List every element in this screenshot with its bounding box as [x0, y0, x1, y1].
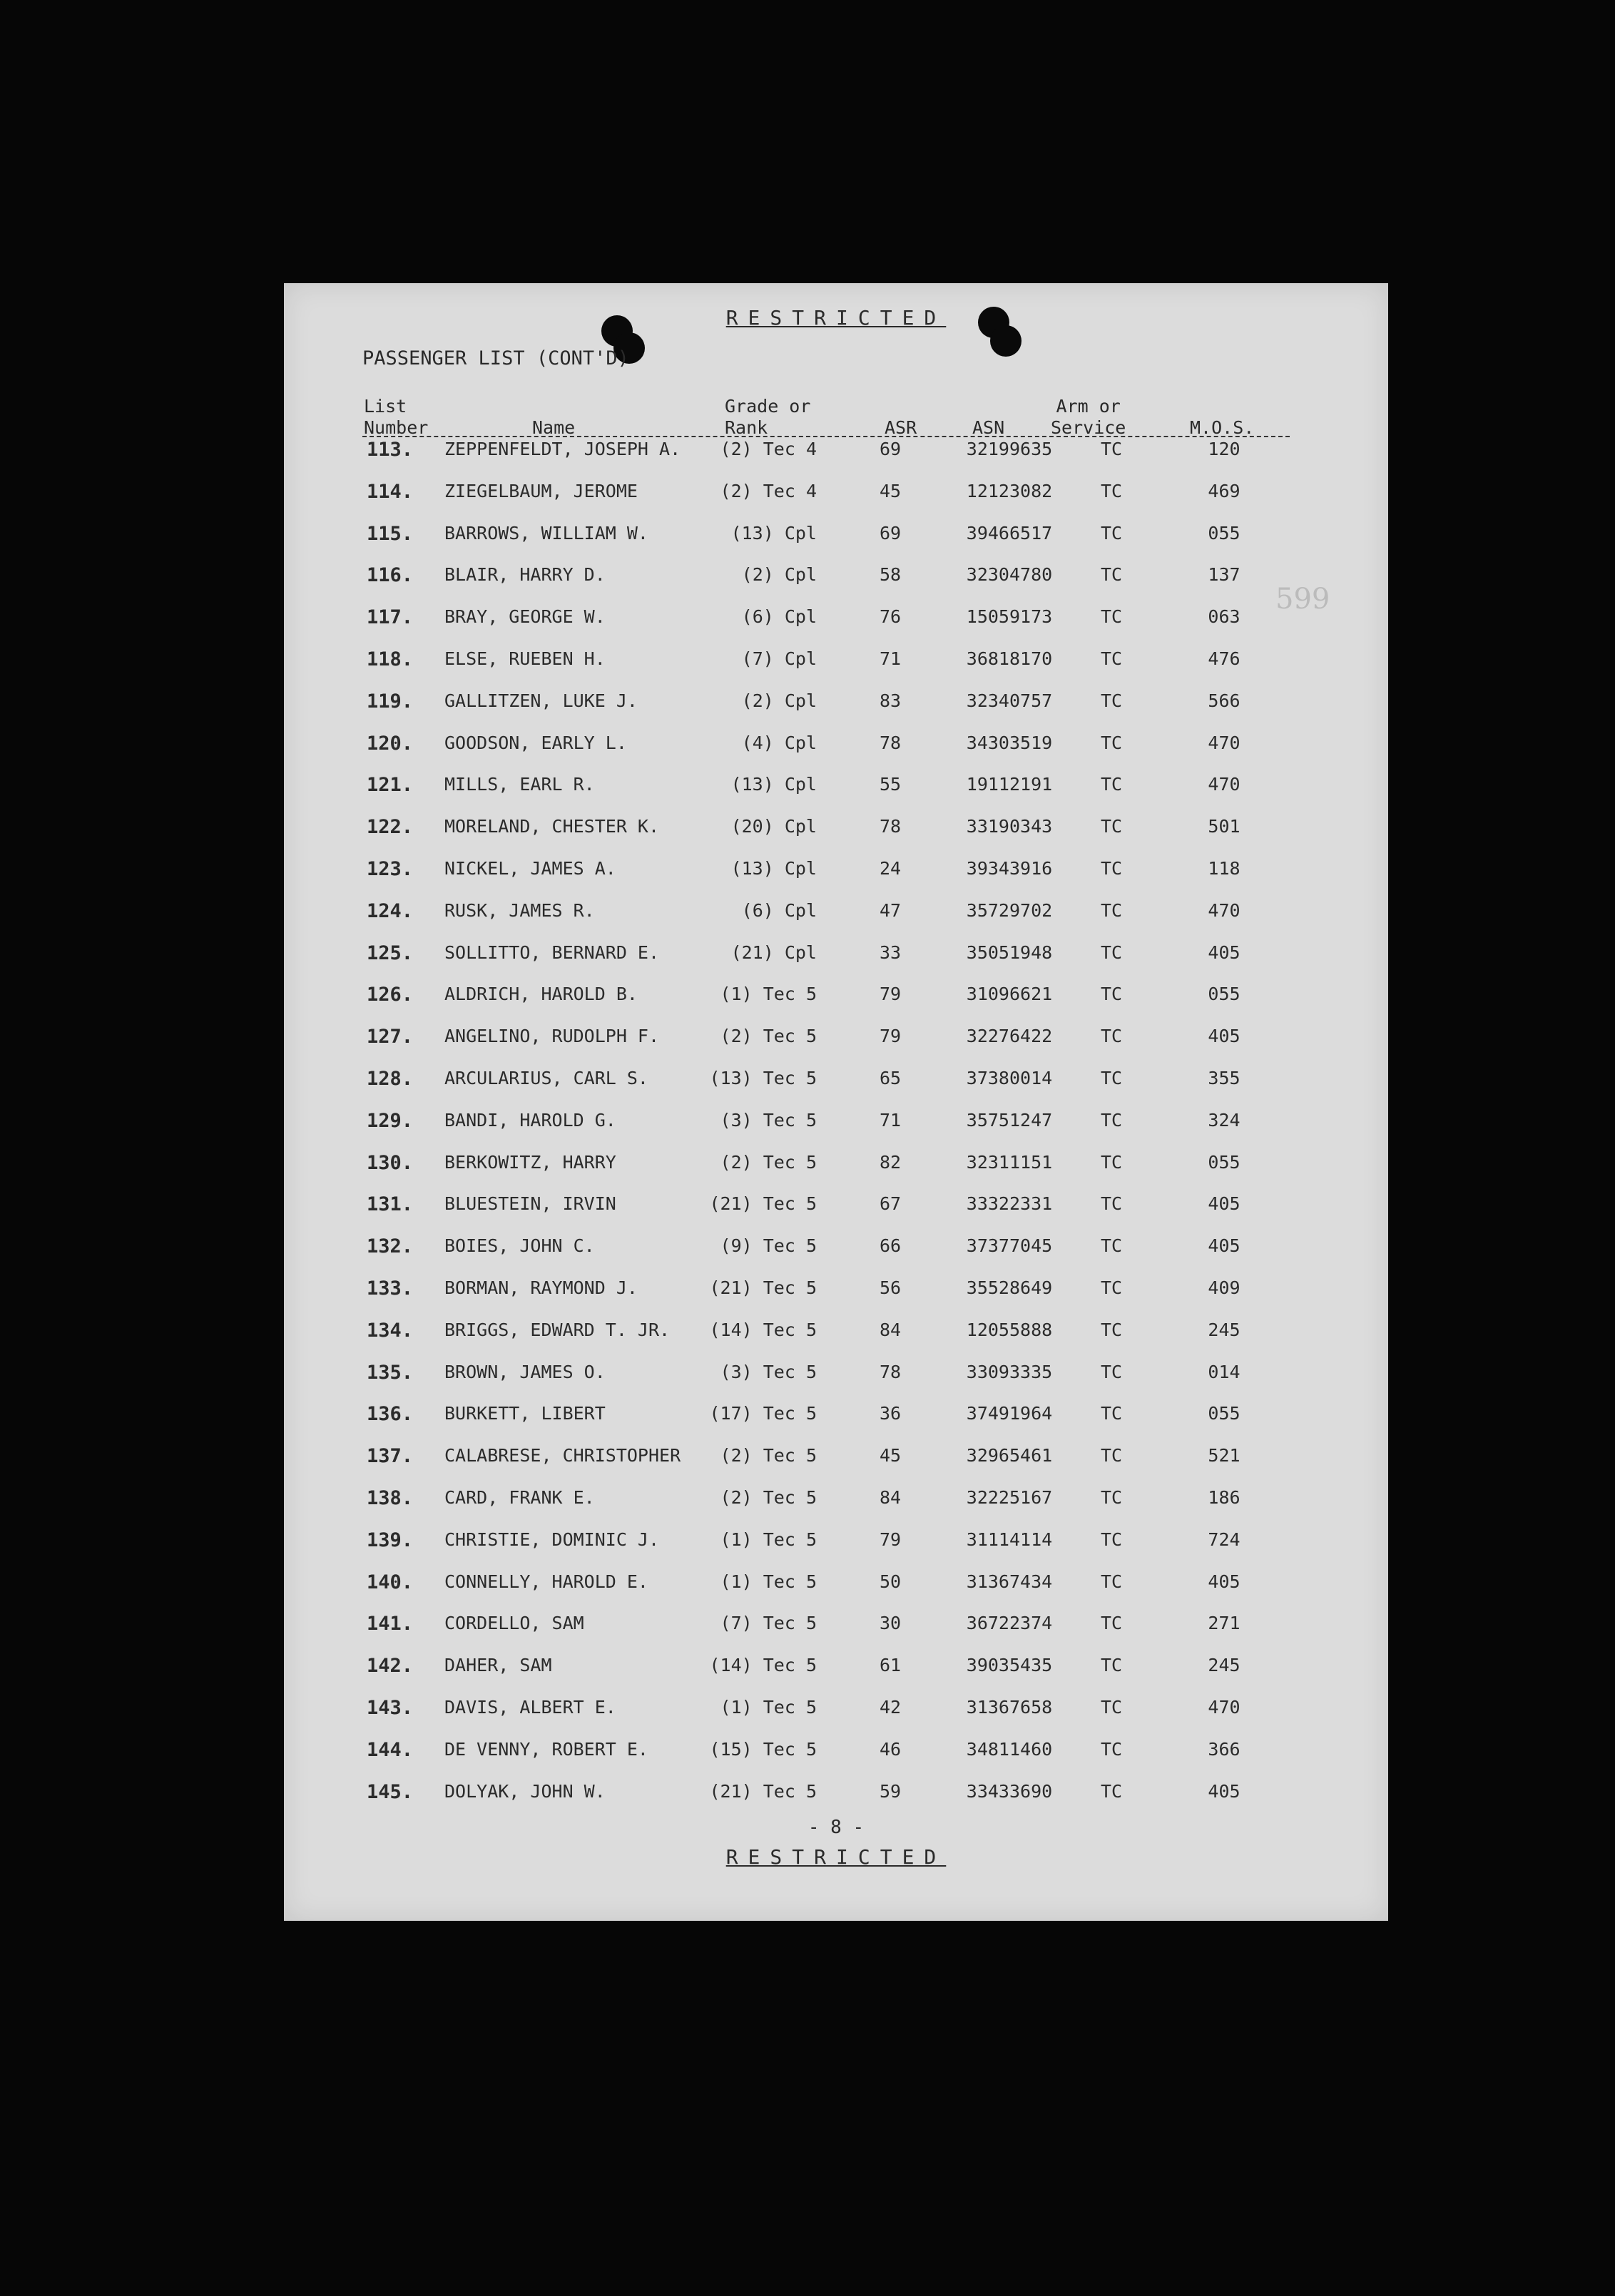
mos-cell: 470 [1208, 732, 1240, 753]
name-cell: BLAIR, HARRY D. [444, 564, 606, 586]
table-row [284, 564, 1388, 606]
grade-cell: (21) Tec 5 [709, 1277, 817, 1298]
grade-cell: (2) Tec 4 [720, 439, 817, 459]
arm-cell: TC [1100, 732, 1123, 753]
list-number-cell: 125. [367, 942, 414, 964]
table-row [284, 1110, 1388, 1151]
asn-cell: 35528649 [966, 1277, 1053, 1298]
asn-cell: 35051948 [966, 942, 1053, 963]
asr-cell: 65 [879, 1068, 902, 1088]
asn-cell: 34811460 [966, 1738, 1053, 1760]
asn-cell: 32225167 [966, 1487, 1053, 1508]
mos-cell: 724 [1208, 1529, 1240, 1550]
grade-cell: (13) Tec 5 [709, 1068, 817, 1088]
arm-cell: TC [1100, 439, 1123, 459]
table-row [284, 1235, 1388, 1277]
name-cell: BURKETT, LIBERT [444, 1403, 606, 1424]
grade-cell: (7) Cpl [741, 648, 817, 669]
asr-cell: 79 [879, 1529, 902, 1550]
asn-cell: 35751247 [966, 1109, 1053, 1131]
list-number-cell: 116. [367, 564, 414, 587]
arm-cell: TC [1100, 1068, 1123, 1088]
list-number-cell: 126. [367, 984, 414, 1006]
asn-cell: 36818170 [966, 648, 1053, 669]
grade-cell: (4) Cpl [741, 732, 817, 753]
mos-cell: 405 [1208, 1571, 1240, 1592]
asr-cell: 67 [879, 1193, 902, 1215]
asr-cell: 30 [879, 1613, 902, 1634]
arm-cell: TC [1100, 1655, 1123, 1676]
table-row [284, 774, 1388, 815]
table-row [284, 858, 1388, 899]
name-cell: CONNELLY, HAROLD E. [444, 1571, 648, 1592]
column-header-name: Name [532, 417, 576, 438]
table-row [284, 1277, 1388, 1319]
arm-cell: TC [1100, 1697, 1123, 1718]
arm-cell: TC [1100, 1277, 1123, 1298]
name-cell: BROWN, JAMES O. [444, 1361, 606, 1382]
arm-cell: TC [1100, 480, 1123, 501]
asn-cell: 19112191 [966, 774, 1053, 795]
list-number-cell: 118. [367, 648, 414, 670]
grade-cell: (1) Tec 5 [720, 1571, 817, 1592]
grade-cell: (21) Tec 5 [709, 1193, 817, 1215]
list-number-cell: 133. [367, 1277, 414, 1300]
list-number-cell: 140. [367, 1571, 414, 1593]
list-number-cell: 114. [367, 480, 414, 503]
mos-cell: 470 [1208, 899, 1240, 921]
arm-cell: TC [1100, 522, 1123, 544]
asn-cell: 33322331 [966, 1193, 1053, 1215]
asn-cell: 37380014 [966, 1068, 1053, 1088]
grade-cell: (14) Tec 5 [709, 1319, 817, 1340]
list-number-cell: 123. [367, 858, 414, 880]
mos-cell: 324 [1208, 1109, 1240, 1131]
mos-cell: 469 [1208, 480, 1240, 501]
arm-cell: TC [1100, 690, 1123, 711]
asr-cell: 69 [879, 522, 902, 544]
table-row [284, 481, 1388, 522]
asr-cell: 47 [879, 899, 902, 921]
table-row [284, 1026, 1388, 1067]
name-cell: BRAY, GEORGE W. [444, 606, 606, 628]
arm-cell: TC [1100, 1319, 1123, 1340]
list-number-cell: 120. [367, 732, 414, 755]
name-cell: ZIEGELBAUM, JEROME [444, 480, 638, 501]
name-cell: BLUESTEIN, IRVIN [444, 1193, 616, 1215]
list-number-cell: 130. [367, 1151, 414, 1174]
arm-cell: TC [1100, 1235, 1123, 1257]
top-restricted-marking: RESTRICTED [725, 306, 947, 330]
asr-cell: 56 [879, 1277, 902, 1298]
asr-cell: 33 [879, 942, 902, 963]
asr-cell: 50 [879, 1571, 902, 1592]
table-row [284, 1152, 1388, 1193]
arm-cell: TC [1100, 942, 1123, 963]
name-cell: CARD, FRANK E. [444, 1487, 595, 1508]
list-number-cell: 127. [367, 1026, 414, 1048]
asn-cell: 35729702 [966, 899, 1053, 921]
grade-cell: (13) Cpl [730, 774, 817, 795]
table-row [284, 1697, 1388, 1738]
asr-cell: 83 [879, 690, 902, 711]
asr-cell: 78 [879, 1361, 902, 1382]
asn-cell: 34303519 [966, 732, 1053, 753]
table-row [284, 1571, 1388, 1613]
arm-cell: TC [1100, 1109, 1123, 1131]
asn-cell: 33093335 [966, 1361, 1053, 1382]
list-number-cell: 134. [367, 1319, 414, 1342]
asr-cell: 58 [879, 564, 902, 586]
mos-cell: 470 [1208, 1697, 1240, 1718]
mos-cell: 405 [1208, 1193, 1240, 1215]
list-number-cell: 115. [367, 522, 414, 545]
arm-cell: TC [1100, 564, 1123, 586]
name-cell: CHRISTIE, DOMINIC J. [444, 1529, 660, 1550]
asn-cell: 39035435 [966, 1655, 1053, 1676]
mos-cell: 409 [1208, 1277, 1240, 1298]
table-row [284, 900, 1388, 942]
name-cell: BARROWS, WILLIAM W. [444, 522, 648, 544]
grade-cell: (1) Tec 5 [720, 1697, 817, 1718]
grade-cell: (2) Tec 5 [720, 1487, 817, 1508]
asn-cell: 33190343 [966, 816, 1053, 837]
arm-cell: TC [1100, 1487, 1123, 1508]
asn-cell: 15059173 [966, 606, 1053, 628]
list-number-cell: 129. [367, 1109, 414, 1132]
mos-cell: 355 [1208, 1068, 1240, 1088]
list-number-cell: 143. [367, 1697, 414, 1719]
arm-cell: TC [1100, 816, 1123, 837]
asn-cell: 31367658 [966, 1697, 1053, 1718]
column-header-asn: ASN [972, 417, 1005, 438]
grade-cell: (6) Cpl [741, 899, 817, 921]
asn-cell: 31114114 [966, 1529, 1053, 1550]
table-row [284, 648, 1388, 690]
mos-cell: 366 [1208, 1738, 1240, 1760]
mos-cell: 014 [1208, 1361, 1240, 1382]
grade-cell: (13) Cpl [730, 858, 817, 879]
asn-cell: 32304780 [966, 564, 1053, 586]
mos-cell: 405 [1208, 1026, 1240, 1047]
grade-cell: (2) Tec 5 [720, 1026, 817, 1047]
asr-cell: 78 [879, 732, 902, 753]
list-number-cell: 135. [367, 1361, 414, 1384]
name-cell: BRIGGS, EDWARD T. JR. [444, 1319, 671, 1340]
asr-cell: 71 [879, 1109, 902, 1131]
list-number-cell: 138. [367, 1487, 414, 1509]
asr-cell: 69 [879, 439, 902, 459]
table-row [284, 816, 1388, 857]
asn-cell: 12123082 [966, 480, 1053, 501]
name-cell: BORMAN, RAYMOND J. [444, 1277, 638, 1298]
mos-cell: 521 [1208, 1445, 1240, 1466]
grade-cell: (21) Tec 5 [709, 1780, 817, 1802]
list-number-cell: 132. [367, 1235, 414, 1258]
column-header-grade: Grade or Rank [725, 396, 811, 438]
name-cell: ELSE, RUEBEN H. [444, 648, 606, 669]
mos-cell: 055 [1208, 522, 1240, 544]
grade-cell: (2) Tec 4 [720, 480, 817, 501]
grade-cell: (15) Tec 5 [709, 1738, 817, 1760]
arm-cell: TC [1100, 1151, 1123, 1173]
table-row [284, 733, 1388, 774]
table-row [284, 1403, 1388, 1444]
arm-cell: TC [1100, 1613, 1123, 1634]
arm-cell: TC [1100, 1738, 1123, 1760]
mos-cell: 120 [1208, 439, 1240, 459]
table-row [284, 1739, 1388, 1780]
grade-cell: (17) Tec 5 [709, 1403, 817, 1424]
name-cell: DAHER, SAM [444, 1655, 552, 1676]
name-cell: RUSK, JAMES R. [444, 899, 595, 921]
page-number: - 8 - [808, 1817, 865, 1838]
asn-cell: 31096621 [966, 984, 1053, 1005]
table-row [284, 1068, 1388, 1109]
header-underline [362, 436, 1290, 437]
asn-cell: 39466517 [966, 522, 1053, 544]
grade-cell: (2) Cpl [741, 564, 817, 586]
asr-cell: 42 [879, 1697, 902, 1718]
mos-cell: 245 [1208, 1655, 1240, 1676]
list-number-cell: 128. [367, 1068, 414, 1090]
table-row [284, 1613, 1388, 1654]
asn-cell: 32311151 [966, 1151, 1053, 1173]
table-row [284, 690, 1388, 732]
mos-cell: 470 [1208, 774, 1240, 795]
grade-cell: (14) Tec 5 [709, 1655, 817, 1676]
asr-cell: 78 [879, 816, 902, 837]
mos-cell: 566 [1208, 690, 1240, 711]
mos-cell: 063 [1208, 606, 1240, 628]
grade-cell: (3) Tec 5 [720, 1361, 817, 1382]
arm-cell: TC [1100, 606, 1123, 628]
list-number-cell: 139. [367, 1529, 414, 1551]
mos-cell: 405 [1208, 1780, 1240, 1802]
grade-cell: (6) Cpl [741, 606, 817, 628]
table-row [284, 1320, 1388, 1361]
name-cell: GOODSON, EARLY L. [444, 732, 627, 753]
grade-cell: (3) Tec 5 [720, 1109, 817, 1131]
table-row [284, 942, 1388, 984]
asr-cell: 84 [879, 1319, 902, 1340]
grade-cell: (13) Cpl [730, 522, 817, 544]
table-row [284, 1193, 1388, 1235]
name-cell: BANDI, HAROLD G. [444, 1109, 616, 1131]
asn-cell: 33433690 [966, 1780, 1053, 1802]
asn-cell: 32965461 [966, 1445, 1053, 1466]
asn-cell: 31367434 [966, 1571, 1053, 1592]
table-row [284, 439, 1388, 480]
mos-cell: 055 [1208, 1151, 1240, 1173]
grade-cell: (21) Cpl [730, 942, 817, 963]
asr-cell: 59 [879, 1780, 902, 1802]
list-number-cell: 141. [367, 1613, 414, 1636]
arm-cell: TC [1100, 1529, 1123, 1550]
mos-cell: 245 [1208, 1319, 1240, 1340]
table-row [284, 1362, 1388, 1403]
mos-cell: 405 [1208, 1235, 1240, 1257]
asr-cell: 82 [879, 1151, 902, 1173]
list-number-cell: 122. [367, 816, 414, 839]
name-cell: BERKOWITZ, HARRY [444, 1151, 616, 1173]
name-cell: ARCULARIUS, CARL S. [444, 1068, 648, 1088]
mos-cell: 055 [1208, 984, 1240, 1005]
name-cell: GALLITZEN, LUKE J. [444, 690, 638, 711]
punch-hole-right-lower [990, 325, 1022, 357]
list-number-cell: 113. [367, 439, 414, 461]
table-row [284, 1445, 1388, 1486]
grade-cell: (2) Tec 5 [720, 1445, 817, 1466]
arm-cell: TC [1100, 774, 1123, 795]
list-number-cell: 144. [367, 1738, 414, 1761]
arm-cell: TC [1100, 984, 1123, 1005]
arm-cell: TC [1100, 1571, 1123, 1592]
table-row [284, 1655, 1388, 1696]
mos-cell: 137 [1208, 564, 1240, 586]
list-number-cell: 119. [367, 690, 414, 713]
asr-cell: 55 [879, 774, 902, 795]
asn-cell: 36722374 [966, 1613, 1053, 1634]
name-cell: CORDELLO, SAM [444, 1613, 584, 1634]
column-header-arm: Arm or Service [1051, 396, 1126, 438]
name-cell: ALDRICH, HAROLD B. [444, 984, 638, 1005]
list-number-cell: 136. [367, 1403, 414, 1426]
asr-cell: 71 [879, 648, 902, 669]
grade-cell: (20) Cpl [730, 816, 817, 837]
table-row [284, 1487, 1388, 1529]
list-number-cell: 142. [367, 1655, 414, 1678]
list-number-cell: 131. [367, 1193, 414, 1216]
arm-cell: TC [1100, 1780, 1123, 1802]
list-number-cell: 117. [367, 606, 414, 629]
arm-cell: TC [1100, 899, 1123, 921]
list-number-cell: 145. [367, 1780, 414, 1803]
asr-cell: 45 [879, 1445, 902, 1466]
list-number-cell: 121. [367, 774, 414, 797]
document-title: PASSENGER LIST (CONT'D) [362, 347, 629, 369]
list-number-cell: 124. [367, 899, 414, 922]
asn-cell: 37377045 [966, 1235, 1053, 1257]
column-header-list-number: List Number [364, 396, 429, 438]
asr-cell: 45 [879, 480, 902, 501]
asr-cell: 76 [879, 606, 902, 628]
asr-cell: 84 [879, 1487, 902, 1508]
asr-cell: 46 [879, 1738, 902, 1760]
asr-cell: 66 [879, 1235, 902, 1257]
name-cell: DE VENNY, ROBERT E. [444, 1738, 648, 1760]
arm-cell: TC [1100, 1361, 1123, 1382]
table-row [284, 1529, 1388, 1571]
arm-cell: TC [1100, 1445, 1123, 1466]
column-header-mos: M.O.S. [1190, 417, 1255, 438]
name-cell: ANGELINO, RUDOLPH F. [444, 1026, 660, 1047]
grade-cell: (2) Tec 5 [720, 1151, 817, 1173]
document-page [284, 283, 1388, 1921]
grade-cell: (2) Cpl [741, 690, 817, 711]
table-row [284, 606, 1388, 648]
asn-cell: 32199635 [966, 439, 1053, 459]
grade-cell: (9) Tec 5 [720, 1235, 817, 1257]
asr-cell: 24 [879, 858, 902, 879]
name-cell: BOIES, JOHN C. [444, 1235, 595, 1257]
column-header-asr: ASR [885, 417, 917, 438]
arm-cell: TC [1100, 1193, 1123, 1215]
name-cell: MORELAND, CHESTER K. [444, 816, 660, 837]
asr-cell: 79 [879, 1026, 902, 1047]
table-row [284, 984, 1388, 1025]
grade-cell: (1) Tec 5 [720, 984, 817, 1005]
mos-cell: 186 [1208, 1487, 1240, 1508]
mos-cell: 118 [1208, 858, 1240, 879]
asn-cell: 39343916 [966, 858, 1053, 879]
asn-cell: 37491964 [966, 1403, 1053, 1424]
arm-cell: TC [1100, 858, 1123, 879]
asr-cell: 36 [879, 1403, 902, 1424]
asr-cell: 79 [879, 984, 902, 1005]
name-cell: CALABRESE, CHRISTOPHER [444, 1445, 681, 1466]
asn-cell: 12055888 [966, 1319, 1053, 1340]
arm-cell: TC [1100, 1026, 1123, 1047]
list-number-cell: 137. [367, 1445, 414, 1468]
asn-cell: 32276422 [966, 1026, 1053, 1047]
mos-cell: 405 [1208, 942, 1240, 963]
name-cell: SOLLITTO, BERNARD E. [444, 942, 660, 963]
name-cell: DOLYAK, JOHN W. [444, 1780, 606, 1802]
name-cell: MILLS, EARL R. [444, 774, 595, 795]
mos-cell: 055 [1208, 1403, 1240, 1424]
mos-cell: 501 [1208, 816, 1240, 837]
mos-cell: 476 [1208, 648, 1240, 669]
table-row [284, 523, 1388, 564]
table-row [284, 1781, 1388, 1822]
arm-cell: TC [1100, 648, 1123, 669]
arm-cell: TC [1100, 1403, 1123, 1424]
asn-cell: 32340757 [966, 690, 1053, 711]
name-cell: NICKEL, JAMES A. [444, 858, 616, 879]
grade-cell: (7) Tec 5 [720, 1613, 817, 1634]
name-cell: ZEPPENFELDT, JOSEPH A. [444, 439, 681, 459]
asr-cell: 61 [879, 1655, 902, 1676]
name-cell: DAVIS, ALBERT E. [444, 1697, 616, 1718]
mos-cell: 271 [1208, 1613, 1240, 1634]
bottom-restricted-marking: RESTRICTED [725, 1845, 947, 1869]
grade-cell: (1) Tec 5 [720, 1529, 817, 1550]
stamp-number: 599 [1275, 583, 1330, 616]
